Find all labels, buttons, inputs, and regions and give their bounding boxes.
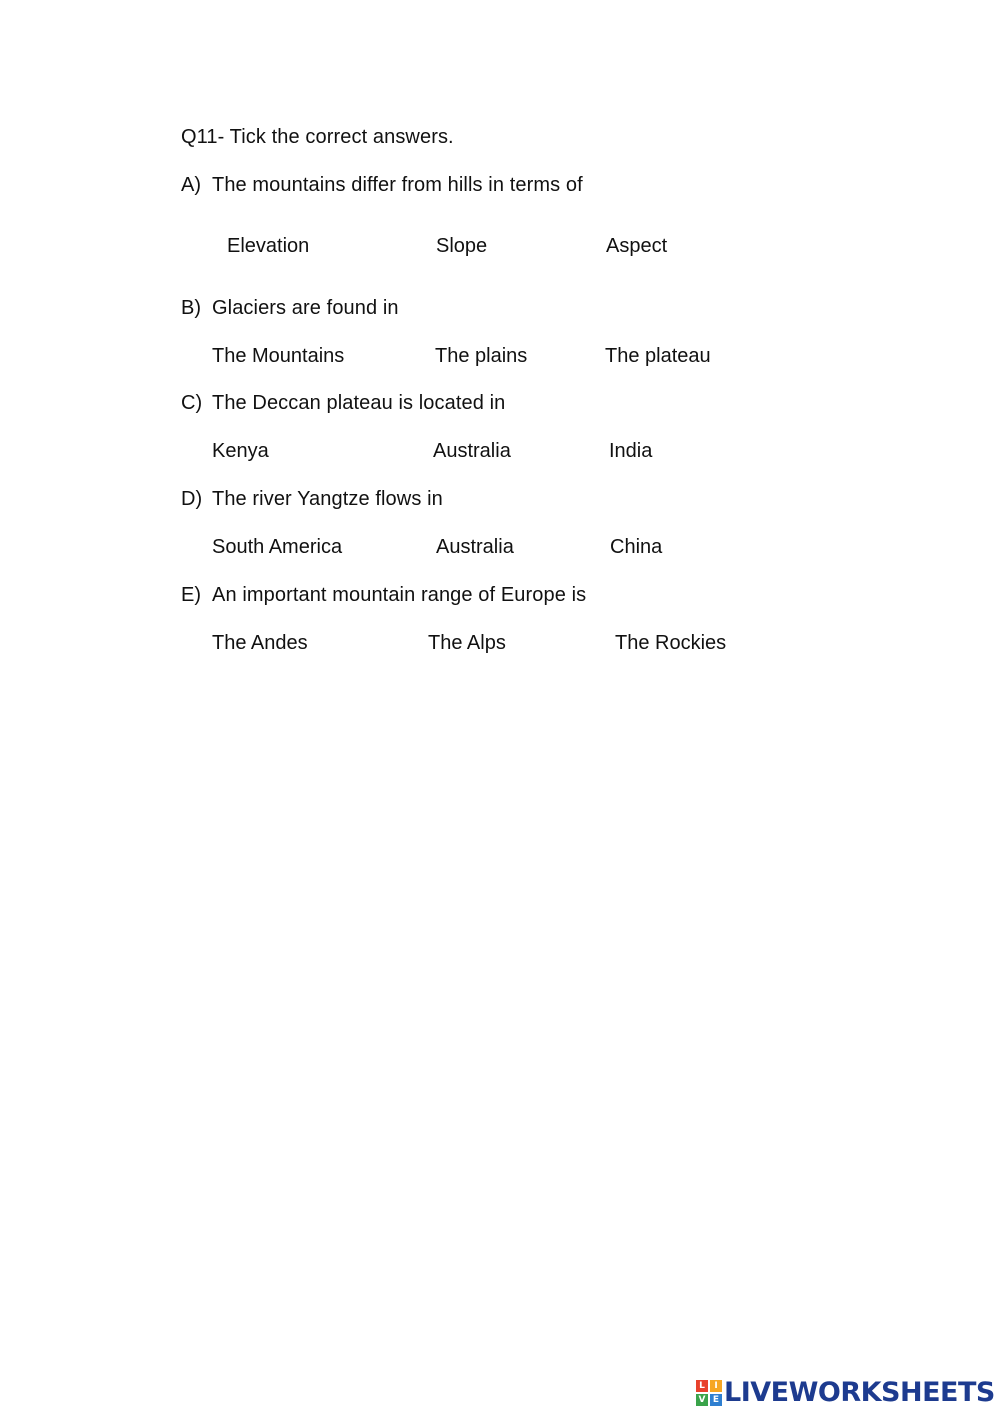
answer-option-b-1[interactable]: The Mountains	[212, 345, 345, 367]
question-letter-a: A)	[181, 174, 201, 196]
answer-option-c-2[interactable]: Australia	[433, 440, 511, 462]
logo-letter-i: I	[710, 1380, 722, 1392]
logo-letter-l: L	[696, 1380, 708, 1392]
answer-option-b-2[interactable]: The plains	[435, 345, 528, 367]
answer-option-d-2[interactable]: Australia	[436, 536, 514, 558]
question-letter-d: D)	[181, 488, 203, 510]
answer-option-a-3[interactable]: Aspect	[606, 235, 668, 257]
answer-option-d-1[interactable]: South America	[212, 536, 343, 558]
question-text-d: The river Yangtze flows in	[212, 488, 443, 510]
logo-letter-e: E	[710, 1394, 722, 1406]
logo-letter-v: V	[696, 1394, 708, 1406]
answer-option-a-1[interactable]: Elevation	[227, 235, 310, 257]
question-text-b: Glaciers are found in	[212, 297, 399, 319]
answer-option-e-2[interactable]: The Alps	[428, 632, 506, 654]
question-text-a: The mountains differ from hills in terms of	[212, 174, 583, 196]
logo-wordmark: LIVEWORKSHEETS	[724, 1377, 995, 1408]
worksheet-heading: Q11- Tick the correct answers.	[181, 126, 454, 148]
answer-option-c-3[interactable]: India	[609, 440, 653, 462]
question-letter-c: C)	[181, 392, 203, 414]
question-letter-e: E)	[181, 584, 201, 606]
answer-option-e-1[interactable]: The Andes	[212, 632, 308, 654]
answer-option-b-3[interactable]: The plateau	[605, 345, 711, 367]
answer-option-e-3[interactable]: The Rockies	[615, 632, 727, 654]
answer-option-c-1[interactable]: Kenya	[212, 440, 269, 462]
logo-mark-icon	[696, 1380, 722, 1406]
question-letter-b: B)	[181, 297, 201, 319]
question-text-e: An important mountain range of Europe is	[212, 584, 587, 606]
liveworksheets-logo	[696, 1378, 995, 1408]
answer-option-a-2[interactable]: Slope	[436, 235, 488, 257]
answer-option-d-3[interactable]: China	[610, 536, 663, 558]
question-text-c: The Deccan plateau is located in	[212, 392, 506, 414]
